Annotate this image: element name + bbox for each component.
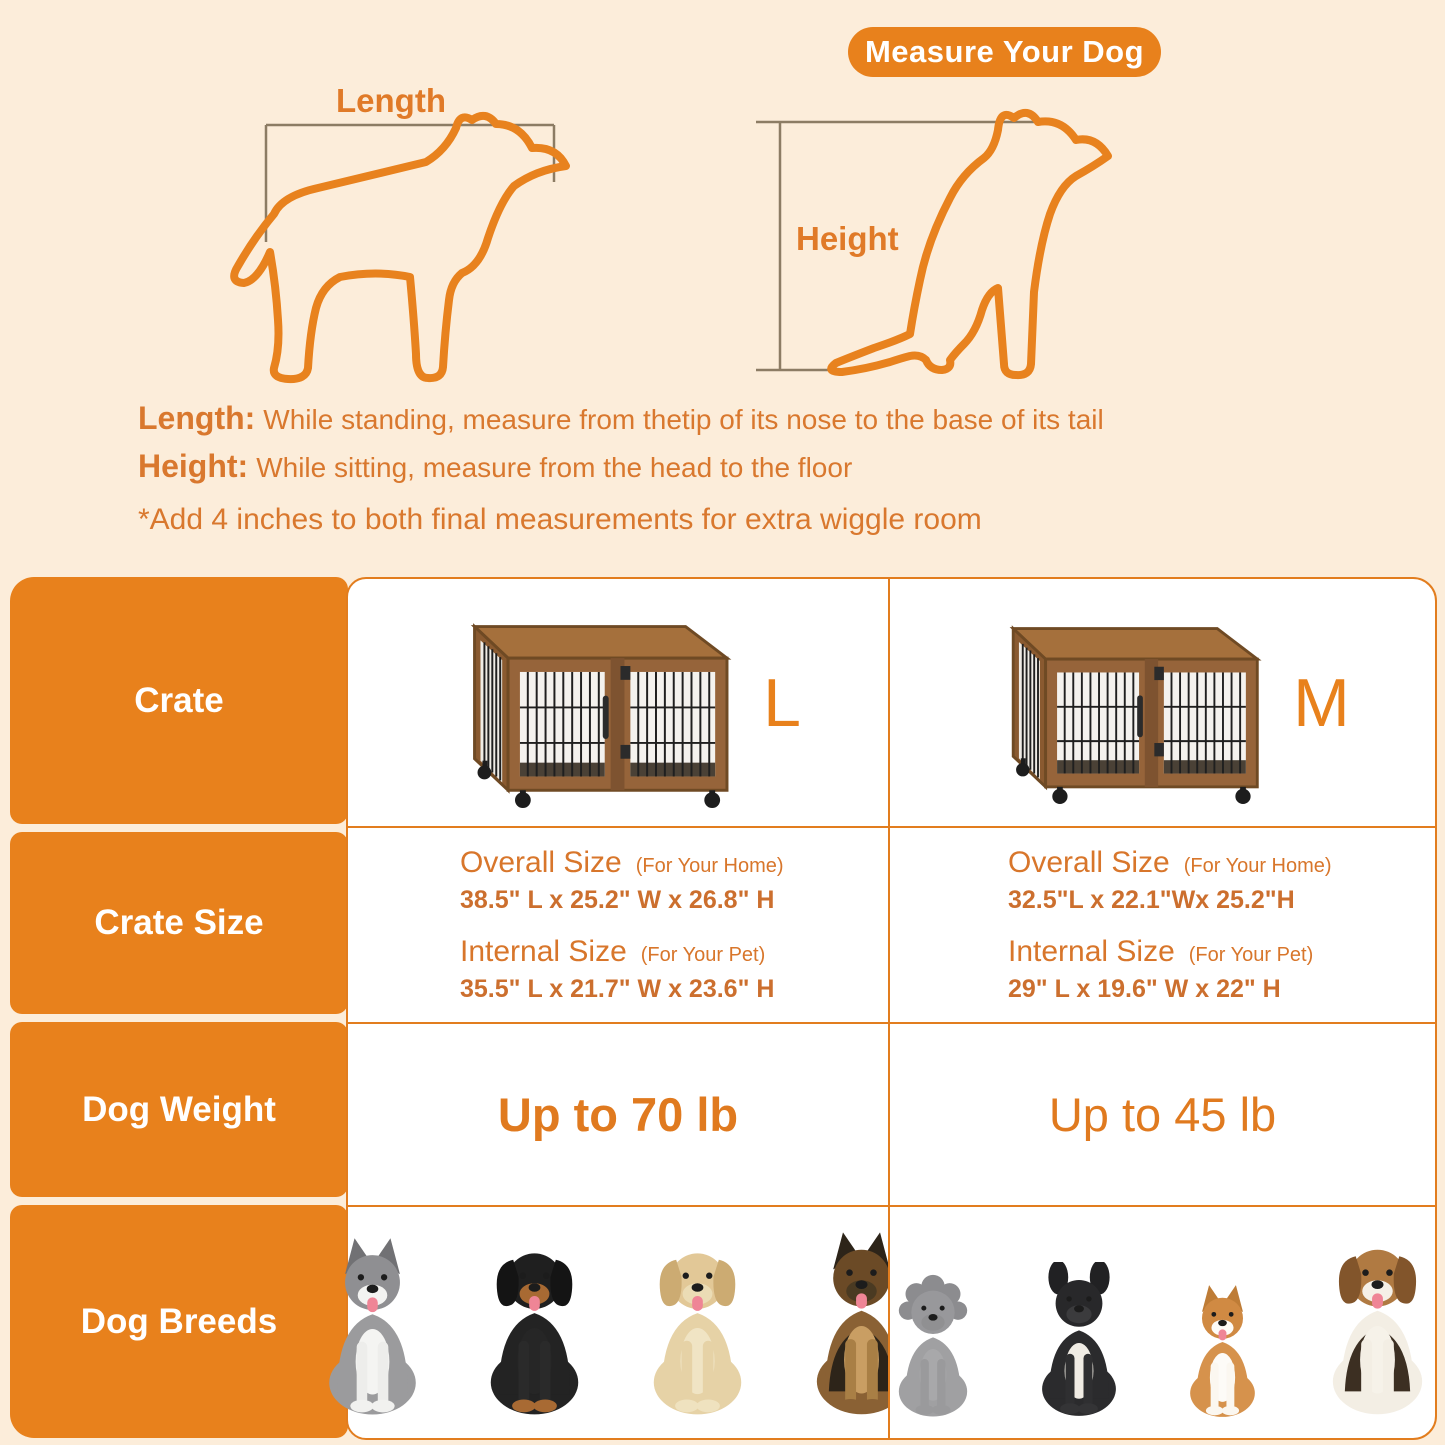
- internal-size-dims: 35.5" L x 21.7" W x 23.6" H: [460, 975, 775, 1003]
- overall-size-dims: 38.5" L x 25.2" W x 26.8" H: [460, 886, 775, 914]
- overall-size-tag: (For Your Home): [1183, 855, 1332, 877]
- size-letter-m: M: [1293, 664, 1350, 741]
- dog-french-bulldog-icon: [1024, 1262, 1134, 1424]
- row-header-crate-size: Crate Size: [10, 832, 348, 1014]
- row-header-dog-weight: Dog Weight: [10, 1022, 348, 1197]
- dog-weight-cell-l: [346, 1022, 890, 1207]
- row-header-dog-breeds: Dog Breeds: [10, 1205, 348, 1438]
- weight-value-l: Up to 70 lb: [497, 1088, 739, 1141]
- standing-dog-figure: [218, 80, 588, 390]
- overall-size-dims: 32.5"L x 22.1"Wx 25.2"H: [1008, 886, 1295, 914]
- height-figure-label: Height: [796, 220, 899, 257]
- weight-value-m: Up to 45 lb: [1048, 1088, 1277, 1141]
- dog-poodle-icon: [882, 1274, 984, 1424]
- wooden-wire-dog-crate-icon: [975, 600, 1265, 805]
- crate-cell-m: [888, 577, 1437, 828]
- dog-breeds-cell-l: [346, 1205, 890, 1440]
- row-header-crate: Crate: [10, 577, 348, 824]
- dog-breeds-cell-m: [888, 1205, 1437, 1440]
- measure-your-dog-badge: [848, 27, 1161, 77]
- overall-size-tag: (For Your Home): [635, 855, 784, 877]
- wooden-wire-dog-crate-icon: [435, 597, 735, 809]
- length-note-term: Length:: [138, 400, 256, 436]
- crate-size-cell-l: [346, 826, 890, 1024]
- height-note: [138, 448, 1368, 485]
- height-note-term: Height:: [138, 448, 249, 484]
- length-note-text: While standing, measure from thetip of its nose to the base of its tail: [263, 404, 1104, 435]
- crate-size-cell-m: [888, 826, 1437, 1024]
- internal-size-title: Internal Size: [460, 935, 627, 968]
- dog-golden-retriever-icon: [632, 1232, 763, 1424]
- length-figure-label: Length: [336, 82, 446, 119]
- sitting-dog-figure: [740, 92, 1140, 392]
- dog-rottweiler-icon: [469, 1232, 600, 1424]
- badge-label: Measure Your Dog: [864, 34, 1145, 69]
- internal-size-tag: (For Your Pet): [1188, 944, 1314, 966]
- dog-weight-cell-m: [888, 1022, 1437, 1207]
- dog-beagle-icon: [1311, 1228, 1444, 1424]
- overall-size-title: Overall Size: [460, 846, 622, 879]
- crate-cell-l: [346, 577, 890, 828]
- wiggle-room-note: *Add 4 inches to both final measurements for extra wiggle room: [138, 503, 982, 536]
- standing-dog-outline-icon: [218, 80, 588, 390]
- length-note: [138, 400, 1368, 437]
- height-note-text: While sitting, measure from the head to the floor: [256, 452, 853, 483]
- internal-size-title: Internal Size: [1008, 935, 1175, 968]
- internal-size-tag: (For Your Pet): [640, 944, 766, 966]
- size-letter-l: L: [763, 664, 801, 741]
- measure-notes: [138, 400, 1368, 537]
- dog-corgi-icon: [1174, 1282, 1271, 1424]
- overall-size-title: Overall Size: [1008, 846, 1170, 879]
- internal-size-dims: 29" L x 19.6" W x 22" H: [1008, 975, 1281, 1003]
- dog-siberian-husky-icon: [308, 1234, 437, 1424]
